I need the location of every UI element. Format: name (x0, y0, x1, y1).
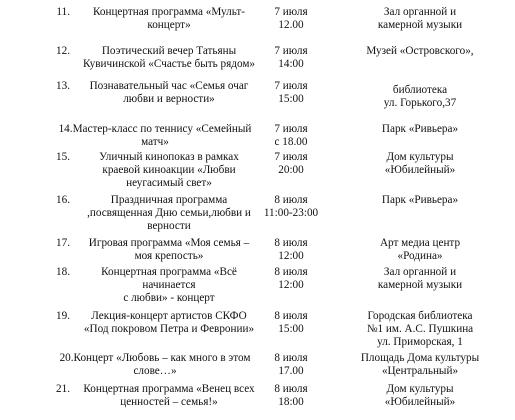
event-number: 11. (56, 6, 70, 18)
event-place: Дом культуры «Юбилейный» (384, 383, 456, 408)
event-number: 21. (56, 383, 70, 395)
event-date: 8 июля 11:00-23:00 (263, 194, 319, 219)
event-number: 12. (56, 45, 70, 57)
event-place: Парк «Ривьера» (381, 194, 459, 206)
event-title: Концертная программа «Венец всех ценностей – семья!» (83, 383, 255, 408)
event-date: 8 июля 18:00 (274, 383, 308, 408)
event-title: Уличный кинопоказ в рамках краевой киноакции «Любви неугасимый свет» (99, 151, 239, 189)
event-title: Игровая программа «Моя семья – моя крепость» (88, 237, 250, 262)
event-place: Парк «Ривьера» (381, 123, 459, 135)
event-date: 7 июля 15:00 (274, 80, 308, 105)
event-place: Городская библиотека №1 им. А.С. Пушкина ул. Приморская, 1 (366, 310, 474, 348)
event-date: 7 июля с 18.00 (274, 123, 308, 148)
event-place: Музей «Островского», (366, 45, 474, 57)
event-title: Концертная программа «Мульт- концерт» (92, 6, 246, 31)
event-number: 18. (56, 266, 70, 278)
event-place: Площадь Дома культуры «Центральный» (360, 352, 480, 377)
event-date: 7 июля 20:00 (274, 151, 308, 176)
event-place: Зал органной и камерной музыки (377, 266, 463, 291)
event-place: Дом культуры «Юбилейный» (384, 151, 456, 176)
event-title: 20.Концерт «Любовь – как много в этом слове…» (59, 352, 251, 377)
event-number: 15. (56, 151, 70, 163)
event-number: 13. (56, 80, 70, 92)
event-number: 19. (56, 310, 70, 322)
event-title: Лекция-концерт артистов СКФО «Под покровом Петра и Февронии» (83, 310, 255, 335)
event-date: 8 июля 17.00 (274, 352, 308, 377)
event-title: Познавательный час «Семья очаг любви и верности» (89, 80, 249, 105)
event-title: 14.Мастер-класс по теннису «Семейный матч» (58, 123, 252, 148)
event-number: 16. (56, 194, 70, 206)
event-date: 8 июля 15:00 (274, 310, 308, 335)
event-number: 17. (56, 237, 70, 249)
event-title: Поэтический вечер Татьяны Кувичинской «Счастье быть рядом» (83, 45, 255, 70)
event-place: Арт медиа центр «Родина» (379, 237, 461, 262)
event-title: Праздничная программа ,посвященная Дню семьи,любви и верности (87, 194, 251, 232)
event-date: 8 июля 12:00 (274, 266, 308, 291)
event-date: 8 июля 12:00 (274, 237, 308, 262)
event-date: 7 июля 12.00 (274, 6, 308, 31)
event-title: Концертная программа «Всё начинается с любви» - концерт (101, 266, 237, 304)
event-place: библиотека ул. Горького,37 (383, 84, 457, 109)
event-place: Зал органной и камерной музыки (377, 6, 463, 31)
event-date: 7 июля 14:00 (274, 45, 308, 70)
